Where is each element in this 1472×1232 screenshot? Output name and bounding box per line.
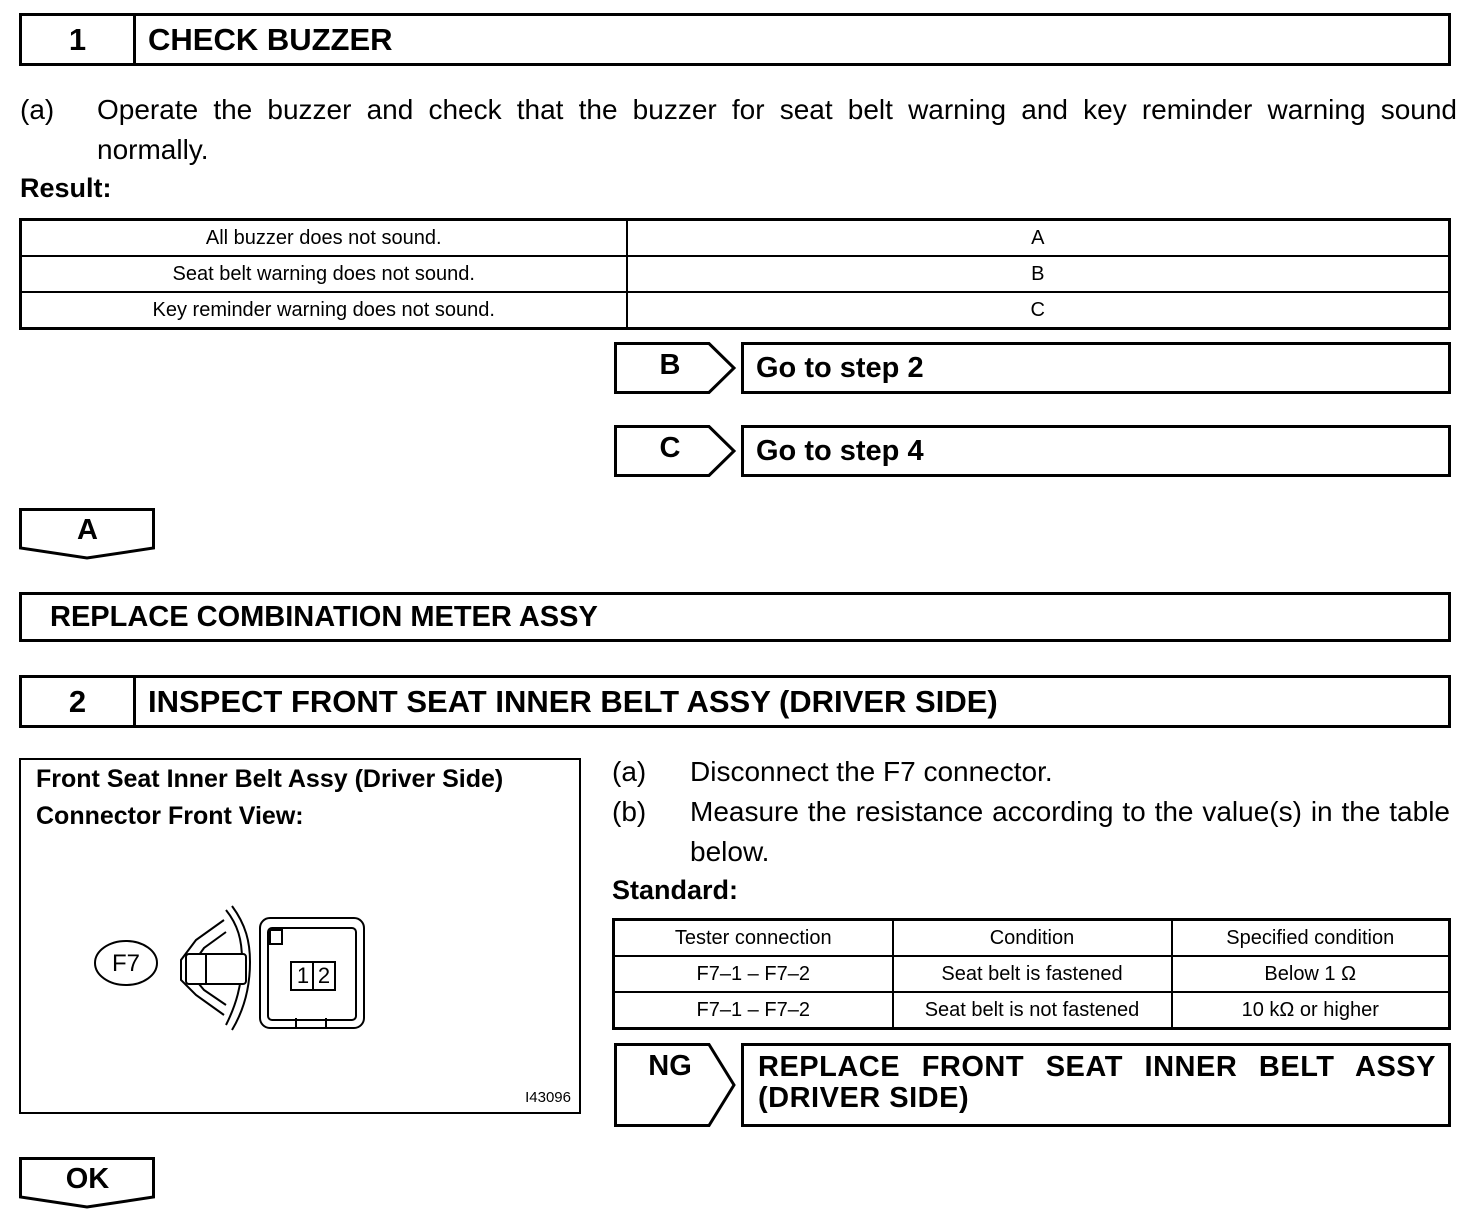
ng-label: NG	[648, 1050, 692, 1082]
step2-header	[19, 675, 1451, 728]
result-code: B	[627, 256, 1450, 292]
step1-header	[19, 13, 1451, 66]
ng-action-text: REPLACE FRONT SEAT INNER BELT ASSY (DRIVER SIDE)	[758, 1051, 1436, 1114]
cell-condition: Seat belt is not fastened	[893, 992, 1172, 1029]
pin-2-label: 2	[317, 963, 331, 988]
ng-action	[741, 1043, 1451, 1127]
result-condition: All buzzer does not sound.	[21, 220, 627, 257]
step2-item-b-marker: (b)	[612, 796, 647, 827]
result-condition: Key reminder warning does not sound.	[21, 292, 627, 329]
table-row	[21, 256, 1450, 292]
cell-specified-condition: 10 kΩ or higher	[1172, 992, 1450, 1029]
figure-title-line1: Front Seat Inner Belt Assy (Driver Side)	[36, 765, 504, 793]
connector-diagram-icon	[176, 900, 376, 1035]
header-specified-condition: Specified condition	[1172, 920, 1450, 957]
connector-figure	[19, 758, 581, 1114]
result-table	[19, 218, 1451, 330]
cell-condition: Seat belt is fastened	[893, 956, 1172, 992]
header-tester-connection: Tester connection	[614, 920, 893, 957]
figure-code: I43096	[525, 1089, 571, 1106]
step2-item-a-marker: (a)	[612, 756, 647, 787]
table-header-row	[614, 920, 1450, 957]
cell-specified-condition: Below 1 Ω	[1172, 956, 1450, 992]
cell-tester-connection: F7–1 – F7–2	[614, 956, 893, 992]
connector-id-label: F7	[111, 950, 140, 977]
replace-meter-box: REPLACE COMBINATION METER ASSY	[19, 592, 1451, 642]
result-code: A	[627, 220, 1450, 257]
step1-title: CHECK BUZZER	[148, 21, 393, 57]
cell-tester-connection: F7–1 – F7–2	[614, 992, 893, 1029]
step2-item-a-text: Disconnect the F7 connector.	[690, 756, 1053, 787]
ok-label: OK	[65, 1163, 110, 1195]
standard-table	[612, 918, 1451, 1030]
standard-label: Standard:	[612, 875, 739, 905]
table-row	[614, 956, 1450, 992]
table-row	[614, 992, 1450, 1029]
branch-c-action: Go to step 4	[741, 425, 1451, 477]
branch-b-label: B	[659, 349, 681, 381]
result-code: C	[627, 292, 1450, 329]
step2-title: INSPECT FRONT SEAT INNER BELT ASSY (DRIVER SIDE)	[148, 683, 998, 719]
step2-item-b-text: Measure the resistance according to the value(s) in the table below.	[690, 796, 1450, 867]
branch-c-label: C	[659, 432, 681, 464]
pin-1-label: 1	[296, 963, 310, 988]
step1-item-a-text: Operate the buzzer and check that the buzzer for seat belt warning and key reminder warning sound normally.	[97, 94, 1457, 165]
branch-b-action: Go to step 2	[741, 342, 1451, 394]
table-row	[21, 220, 1450, 257]
table-row	[21, 292, 1450, 329]
step2-number: 2	[22, 678, 136, 725]
step1-item-a-marker: (a)	[20, 94, 55, 125]
result-label: Result:	[20, 173, 112, 203]
figure-title-line2: Connector Front View:	[36, 802, 304, 830]
continue-a-label: A	[77, 514, 98, 546]
step1-number: 1	[22, 16, 136, 63]
header-condition: Condition	[893, 920, 1172, 957]
result-condition: Seat belt warning does not sound.	[21, 256, 627, 292]
